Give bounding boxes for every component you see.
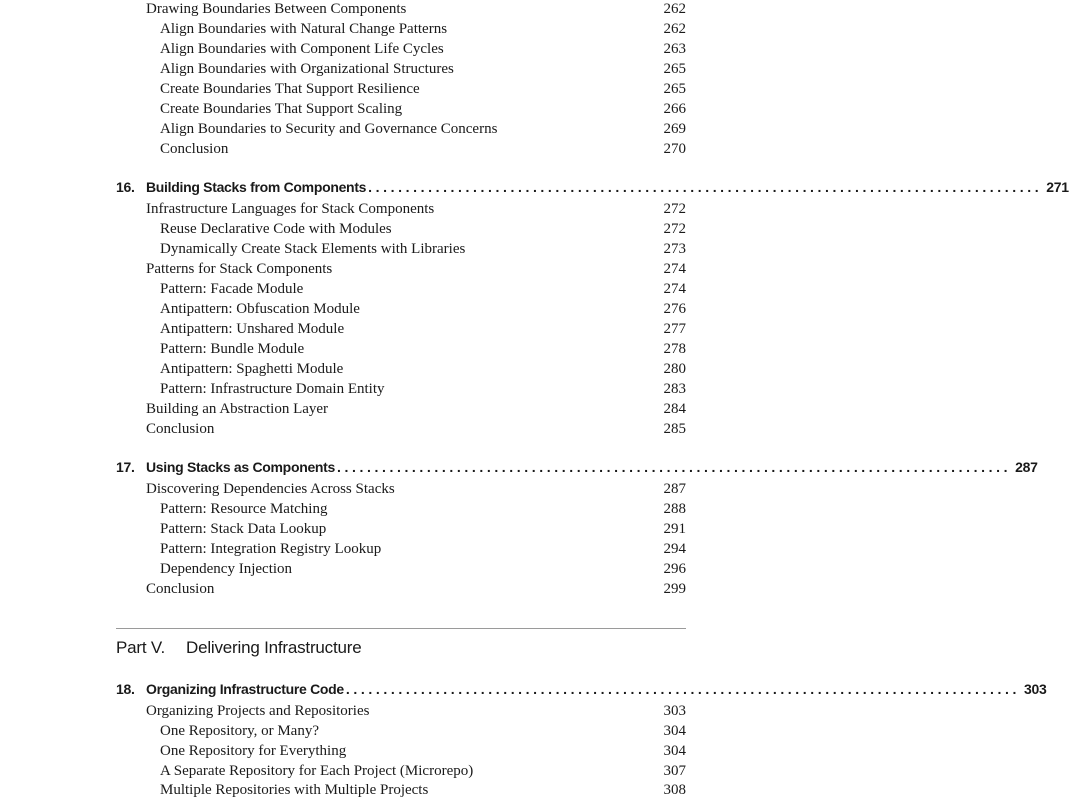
toc-entry-title: Pattern: Resource Matching: [160, 501, 328, 517]
toc-entry-page: 288: [663, 501, 686, 517]
toc-entry[interactable]: [0, 19, 800, 39]
toc-entry[interactable]: [0, 119, 800, 139]
toc-entry-page: 287: [663, 481, 686, 497]
toc-entry-title: Organizing Projects and Repositories: [146, 703, 370, 719]
toc-entry-page: 296: [663, 561, 686, 577]
toc-entry-title: One Repository, or Many?: [160, 723, 319, 739]
toc-entry-page: 263: [663, 41, 686, 57]
toc-entry[interactable]: [0, 0, 800, 19]
toc-entry-title: Dependency Injection: [160, 561, 293, 577]
toc-entry-page: 274: [663, 261, 686, 277]
chapter-number: 18.: [116, 681, 135, 697]
dot-leader: ..........................................................................................: [337, 459, 1012, 475]
toc-entry-title: Align Boundaries with Component Life Cycles: [160, 41, 444, 57]
toc-entry-page: 265: [663, 81, 686, 97]
toc-entry-page: 262: [663, 21, 686, 37]
toc-entry-page: 304: [663, 723, 686, 739]
toc-entry[interactable]: [0, 259, 800, 279]
toc-entry[interactable]: [0, 499, 800, 519]
part-divider: [116, 628, 686, 629]
toc-entry-title: Conclusion: [146, 581, 215, 597]
toc-entry[interactable]: [0, 79, 800, 99]
chapter-heading[interactable]: [0, 678, 1047, 700]
chapter-title: Organizing Infrastructure Code: [146, 681, 344, 697]
toc-entry-title: Reuse Declarative Code with Modules: [160, 221, 392, 237]
toc-entry-page: 294: [663, 541, 686, 557]
part-title: Delivering Infrastructure: [186, 638, 362, 657]
toc-entry[interactable]: [0, 299, 800, 319]
toc-entry-page: 291: [663, 521, 686, 537]
toc-entry[interactable]: [0, 359, 800, 379]
toc-entry-title: Discovering Dependencies Across Stacks: [146, 481, 395, 497]
toc-entry-title: Pattern: Stack Data Lookup: [160, 521, 327, 537]
toc-entry-title: Create Boundaries That Support Scaling: [160, 101, 403, 117]
toc-entry-title: Building an Abstraction Layer: [146, 401, 329, 417]
toc-entry-title: Conclusion: [160, 141, 229, 157]
toc-entry[interactable]: [0, 761, 800, 781]
toc-entry[interactable]: [0, 579, 800, 599]
toc-entry[interactable]: [0, 741, 800, 761]
toc-entry-title: Create Boundaries That Support Resilience: [160, 81, 420, 97]
dot-leader: ..........................................................................................: [345, 681, 1020, 697]
toc-entry[interactable]: [0, 339, 800, 359]
toc-entry-page: 266: [663, 101, 686, 117]
chapter-leader: [146, 456, 1038, 478]
toc-entry[interactable]: [0, 139, 800, 159]
toc-entry-title: Drawing Boundaries Between Components: [146, 1, 407, 17]
part-label: Part V.: [116, 638, 166, 657]
toc-entry[interactable]: [0, 419, 800, 439]
toc-entry-title: Pattern: Integration Registry Lookup: [160, 541, 382, 557]
chapter-title: Using Stacks as Components: [146, 459, 336, 475]
toc-entry-title: Pattern: Bundle Module: [160, 341, 305, 357]
toc-entry[interactable]: [0, 59, 800, 79]
toc-entry-page: 270: [663, 141, 686, 157]
chapter-heading[interactable]: [0, 176, 1069, 198]
toc-entry[interactable]: [0, 319, 800, 339]
chapter-heading[interactable]: [0, 456, 1038, 478]
chapter-number: 16.: [116, 179, 135, 195]
toc-entry-page: 284: [663, 401, 686, 417]
toc-entry-title: Dynamically Create Stack Elements with Libraries: [160, 241, 466, 257]
toc-entry[interactable]: [0, 379, 800, 399]
dot-leader: ..........................................................................................: [368, 179, 1043, 195]
toc-entry-title: One Repository for Everything: [160, 743, 347, 759]
toc-entry-page: 265: [663, 61, 686, 77]
toc-entry-title: Antipattern: Spaghetti Module: [160, 361, 344, 377]
toc-entry[interactable]: [0, 199, 800, 219]
toc-entry[interactable]: [0, 399, 800, 419]
toc-entry-page: 262: [663, 1, 686, 17]
toc-entry-title: Antipattern: Obfuscation Module: [160, 301, 360, 317]
toc-entry-page: 283: [663, 381, 686, 397]
toc-entry-title: Patterns for Stack Components: [146, 261, 333, 277]
toc-entry-page: 285: [663, 421, 686, 437]
toc-entry-title: Multiple Repositories with Multiple Projects: [160, 782, 429, 798]
part-heading[interactable]: [0, 636, 800, 660]
toc-entry[interactable]: [0, 519, 800, 539]
toc-entry-title: Conclusion: [146, 421, 215, 437]
toc-entry-page: 274: [663, 281, 686, 297]
toc-entry-title: Align Boundaries with Natural Change Patterns: [160, 21, 448, 37]
chapter-title: Building Stacks from Components: [146, 179, 367, 195]
chapter-page: 271: [1042, 176, 1068, 198]
toc-entry-title: A Separate Repository for Each Project (Microrepo): [160, 763, 474, 779]
toc-entry-page: 277: [663, 321, 686, 337]
toc-entry[interactable]: [0, 239, 800, 259]
toc-entry-title: Antipattern: Unshared Module: [160, 321, 345, 337]
toc-entry-page: 304: [663, 743, 686, 759]
toc-entry-title: Pattern: Facade Module: [160, 281, 304, 297]
toc-entry[interactable]: [0, 99, 800, 119]
toc-entry[interactable]: [0, 39, 800, 59]
toc-entry-page: 278: [663, 341, 686, 357]
chapter-page: 287: [1011, 456, 1037, 478]
toc-entry-page: 308: [663, 782, 686, 798]
chapter-leader: [146, 176, 1069, 198]
toc-entry[interactable]: [0, 539, 800, 559]
toc-entry-page: 307: [663, 763, 686, 779]
toc-entry[interactable]: [0, 701, 800, 721]
toc-entry-page: 272: [663, 221, 686, 237]
toc-entry[interactable]: [0, 219, 800, 239]
toc-entry-page: 299: [663, 581, 686, 597]
toc-entry-page: 272: [663, 201, 686, 217]
toc-entry-page: 303: [663, 703, 686, 719]
toc-entry[interactable]: [0, 780, 800, 800]
chapter-page: 303: [1020, 678, 1046, 700]
toc-entry-page: 269: [663, 121, 686, 137]
toc-entry-page: 280: [663, 361, 686, 377]
toc-entry-title: Pattern: Infrastructure Domain Entity: [160, 381, 385, 397]
toc-entry[interactable]: [0, 721, 800, 741]
toc-entry-title: Align Boundaries with Organizational Structures: [160, 61, 454, 77]
toc-entry[interactable]: [0, 279, 800, 299]
chapter-number: 17.: [116, 459, 135, 475]
toc-entry[interactable]: [0, 479, 800, 499]
chapter-leader: [146, 678, 1047, 700]
toc-entry-title: Align Boundaries to Security and Governance Concerns: [160, 121, 498, 137]
toc-entry[interactable]: [0, 559, 800, 579]
toc-entry-title: Infrastructure Languages for Stack Components: [146, 201, 435, 217]
toc-entry-page: 276: [663, 301, 686, 317]
toc-entry-page: 273: [663, 241, 686, 257]
